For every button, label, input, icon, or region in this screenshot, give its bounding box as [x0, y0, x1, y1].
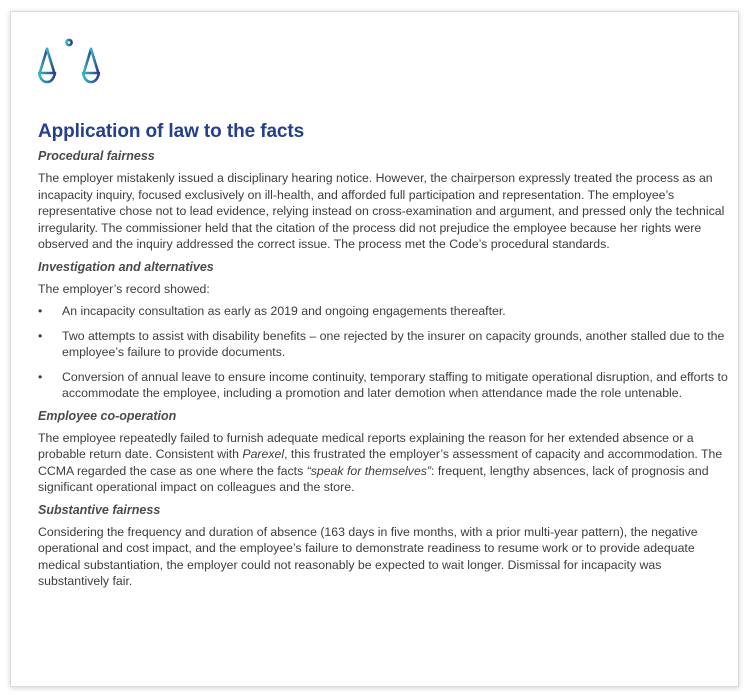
list-item-text: Conversion of annual leave to ensure income continuity, temporary staffing to mitigate operational disruption, and efforts to accommodate the employee, including a promotion and later demotion when attendance made the role untenable.: [62, 369, 728, 400]
scales-of-justice-icon: [38, 38, 100, 100]
cooperation-text-3: : frequent, lengthy absences, lack of prognosis and significant operational impact on colleagues and the store.: [38, 463, 709, 494]
list-item: [38, 328, 728, 361]
article-body: [38, 120, 728, 590]
employee-cooperation-paragraph: [38, 430, 728, 496]
procedural-fairness-paragraph: The employer mistakenly issued a disciplinary hearing notice. However, the chairperson expressly treated the process as an incapacity inquiry, focused exclusively on ill-health, and afforded full participation and representation. The employee’s representative chose not to lead evidence, relying instead on cross-examination and argument, and pressed only the technical irregularity. The commissioner held that the citation of the process did not prejudice the employee because her rights were observed and the inquiry addressed the correct issue. The process met the Code’s procedural standards.: [38, 171, 725, 251]
section-title-investigation: Investigation and alternatives: [38, 259, 214, 274]
page-title: Application of law to the facts: [38, 121, 305, 142]
substantive-fairness-paragraph: Considering the frequency and duration of absence (163 days in five months, with a prior multi-year pattern), the negative operational and cost impact, and the employee’s failure to demonstrate readiness to resume work or to provide adequate medical substantiation, the employer could not reasonably be expected to wait longer. Dismissal for incapacity was substantively fair.: [38, 524, 698, 588]
list-item: [38, 369, 728, 402]
cooperation-text-2: , this frustrated the employer’s assessment of capacity and accommodation. The CCMA regarded the case as one where the facts: [38, 447, 723, 478]
list-item-text: An incapacity consultation as early as 2019 and ongoing engagements thereafter.: [62, 304, 506, 318]
bullet: •: [38, 304, 43, 318]
investigation-list: [38, 303, 728, 402]
cooperation-text-1: The employee repeatedly failed to furnish adequate medical reports explaining the reason for her extended absence or a probable return date. Consistent with: [38, 430, 694, 461]
section-title-employee-cooperation: Employee co-operation: [38, 408, 177, 423]
section-title-procedural-fairness: Procedural fairness: [38, 149, 155, 163]
case-name: Parexel: [242, 447, 285, 461]
list-item: [38, 303, 728, 320]
bullet: •: [38, 369, 43, 384]
quote: “speak for themselves”: [306, 463, 432, 478]
investigation-intro: The employer’s record showed:: [38, 281, 210, 296]
content-card: [10, 11, 739, 687]
bullet: •: [38, 328, 43, 343]
list-item-text: Two attempts to assist with disability benefits – one rejected by the insurer on capacity grounds, another stalled due to the employee’s failure to provide documents.: [62, 328, 725, 359]
section-title-substantive-fairness: Substantive fairness: [38, 502, 161, 517]
